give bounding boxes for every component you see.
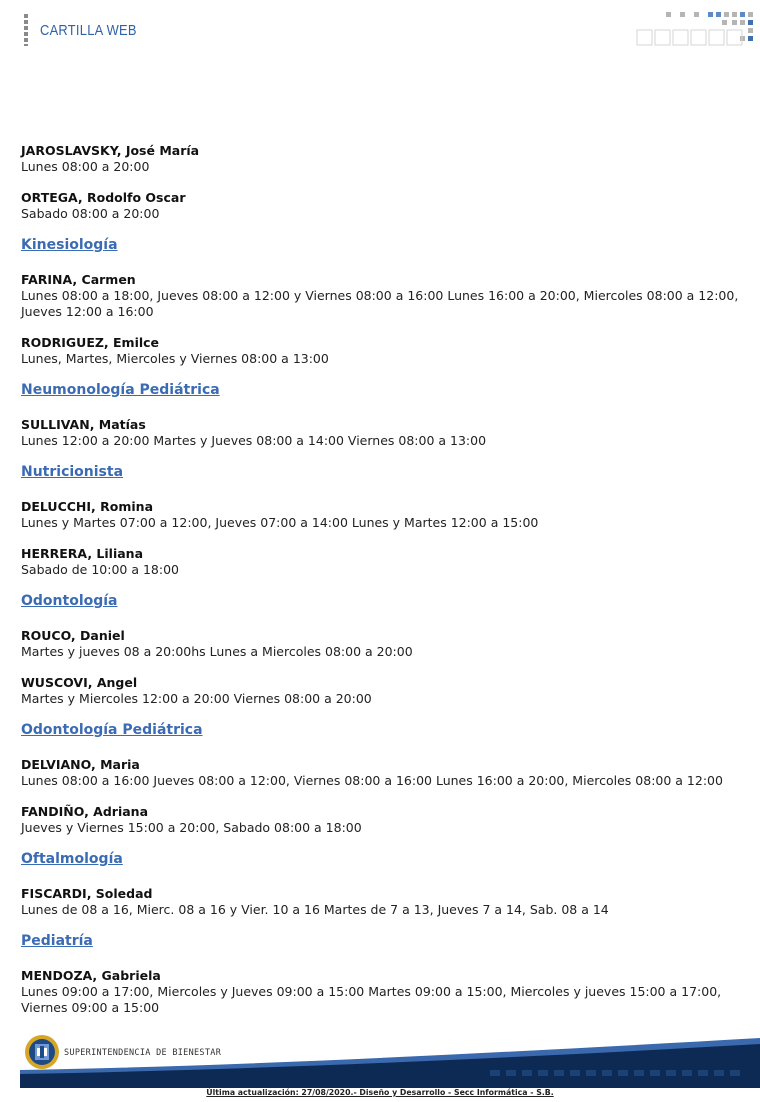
professional-schedule: Lunes 08:00 a 20:00 [21, 159, 150, 174]
professional-name: FANDIÑO, Adriana [21, 804, 149, 819]
professional-name: HERRERA, Liliana [21, 546, 144, 561]
specialty-heading-link[interactable]: Oftalmología [21, 851, 123, 867]
professional-schedule: Lunes y Martes 07:00 a 12:00, Jueves 07:00 a 14:00 Lunes y Martes 12:00 a 15:00 [21, 515, 539, 530]
professional-entry [21, 756, 741, 789]
professional-entry [21, 803, 741, 836]
professional-entry [21, 498, 741, 531]
specialty-heading-link[interactable]: Nutricionista [21, 464, 124, 480]
specialty-heading-link[interactable]: Kinesiología [21, 237, 118, 253]
specialty-heading-link[interactable]: Odontología Pediátrica [21, 722, 203, 738]
professional-entry [21, 271, 741, 320]
professional-schedule: Lunes 08:00 a 18:00, Jueves 08:00 a 12:00 y Viernes 08:00 a 16:00 Lunes 16:00 a 20:00, Miercoles 08:00 a 12:00, Jueves 12:00 a 16:00 [21, 288, 739, 319]
professional-schedule: Martes y jueves 08 a 20:00hs Lunes a Miercoles 08:00 a 20:00 [21, 644, 413, 659]
footer-update-note: Última actualización: 27/08/2020.- Diseño y Desarrollo - Secc Informática - S.B. [206, 1088, 554, 1097]
specialty-heading-link[interactable]: Pediatría [21, 933, 93, 949]
professional-name: DELVIANO, Maria [21, 757, 140, 772]
professional-name: SULLIVAN, Matías [21, 417, 146, 432]
professional-name: ORTEGA, Rodolfo Oscar [21, 190, 186, 205]
professional-name: DELUCCHI, Romina [21, 499, 154, 514]
professional-schedule: Lunes 08:00 a 16:00 Jueves 08:00 a 12:00, Viernes 08:00 a 16:00 Lunes 16:00 a 20:00, Miercoles 08:00 a 12:00 [21, 773, 723, 788]
professional-name: RODRIGUEZ, Emilce [21, 335, 160, 350]
professional-schedule: Lunes de 08 a 16, Mierc. 08 a 16 y Vier. 10 a 16 Martes de 7 a 13, Jueves 7 a 14, Sab. 08 a 14 [21, 902, 609, 917]
professional-entry [21, 416, 741, 449]
professional-name: ROUCO, Daniel [21, 628, 125, 643]
professional-entry [21, 189, 741, 222]
professional-name: FARINA, Carmen [21, 272, 136, 287]
page-header [0, 0, 760, 60]
header-dotted-bar-icon [24, 14, 28, 46]
specialty-heading-link[interactable]: Odontología [21, 593, 118, 609]
professional-entry [21, 885, 741, 918]
professional-entry [21, 627, 741, 660]
footer-wave-band-icon [20, 1028, 760, 1088]
professional-schedule: Martes y Miercoles 12:00 a 20:00 Viernes 08:00 a 20:00 [21, 691, 372, 706]
professional-entry [21, 545, 741, 578]
professional-entry [21, 334, 741, 367]
specialty-heading-link[interactable]: Neumonología Pediátrica [21, 382, 220, 398]
professional-entry [21, 967, 741, 1016]
grid-squares-decoration-icon [636, 10, 760, 50]
professional-schedule: Jueves y Viernes 15:00 a 20:00, Sabado 08:00 a 18:00 [21, 820, 362, 835]
professional-name: WUSCOVI, Angel [21, 675, 138, 690]
professional-schedule: Sabado de 10:00 a 18:00 [21, 562, 179, 577]
professional-name: MENDOZA, Gabriela [21, 968, 161, 983]
professional-entry [21, 142, 741, 175]
professional-schedule: Sabado 08:00 a 20:00 [21, 206, 160, 221]
page-title: CARTILLA WEB [40, 22, 137, 39]
professional-schedule: Lunes 12:00 a 20:00 Martes y Jueves 08:00 a 14:00 Viernes 08:00 a 13:00 [21, 433, 487, 448]
professional-name: FISCARDI, Soledad [21, 886, 153, 901]
professional-schedule: Lunes, Martes, Miercoles y Viernes 08:00 a 13:00 [21, 351, 329, 366]
directory-list [21, 142, 741, 1030]
footer-organization: SUPERINTENDENCIA DE BIENESTAR [64, 1048, 222, 1058]
professional-name: JAROSLAVSKY, José María [21, 143, 200, 158]
professional-schedule: Lunes 09:00 a 17:00, Miercoles y Jueves 09:00 a 15:00 Martes 09:00 a 15:00, Miercoles y jueves 15:00 a 17:00, Viernes 09:00 a 15:00 [21, 984, 722, 1015]
institution-seal-icon [24, 1034, 60, 1070]
professional-entry [21, 674, 741, 707]
